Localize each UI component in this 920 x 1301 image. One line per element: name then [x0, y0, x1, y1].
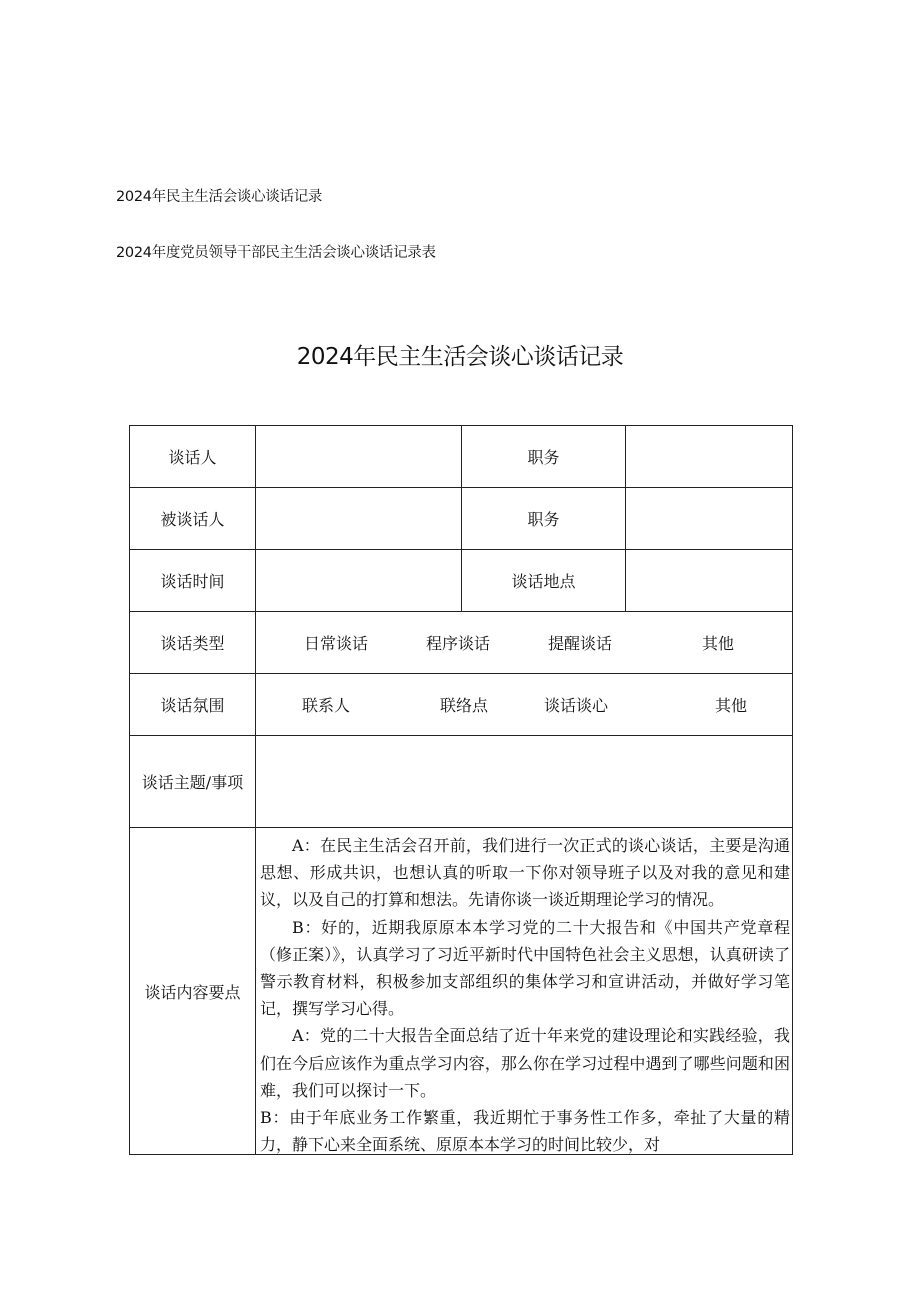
talker-position-label: 职务: [462, 426, 626, 488]
atmosphere-option-other[interactable]: 其他: [714, 696, 747, 715]
talker-label: 谈话人: [130, 426, 256, 488]
content-paragraph: A：在民主生活会召开前，我们进行一次正式的谈心谈话，主要是沟通思想、形成共识，也想认真的听取一下你对领导班子以及对我的意见和建议，以及自己的打算和想法。先请你谈一谈近期理论学习的情况。: [260, 836, 790, 910]
type-option-reminder[interactable]: 提醒谈话: [547, 634, 612, 653]
content-field[interactable]: [256, 828, 793, 1155]
content-label: 谈话内容要点: [130, 828, 256, 1155]
place-label: 谈话地点: [462, 550, 626, 612]
interviewee-field[interactable]: [256, 488, 462, 550]
atmosphere-options: [256, 674, 793, 736]
interview-record-form: [129, 425, 793, 1155]
type-label: 谈话类型: [130, 612, 256, 674]
time-field[interactable]: [256, 550, 462, 612]
talker-field[interactable]: [256, 426, 462, 488]
atmosphere-option-heart-talk[interactable]: 谈话谈心: [543, 696, 608, 715]
interviewee-position-label: 职务: [462, 488, 626, 550]
type-option-other[interactable]: 其他: [701, 634, 734, 653]
atmosphere-option-point[interactable]: 联络点: [439, 696, 488, 715]
talker-position-field[interactable]: [626, 426, 793, 488]
content-paragraph: B：好的，近期我原原本本学习党的二十大报告和《中国共产党章程（修正案）》，认真学习了习近平新时代中国特色社会主义思想，认真研读了警示教育材料，积极参加支部组织的集体学习和宣讲活动，并做好学习笔记，撰写学习心得。: [260, 917, 790, 1019]
toc-entry-1[interactable]: 2024年民主生活会谈心谈话记录: [116, 189, 323, 205]
type-option-procedural[interactable]: 程序谈话: [425, 634, 490, 653]
page-title: 2024年民主生活会谈心谈话记录: [296, 344, 624, 370]
type-options: [256, 612, 793, 674]
interviewee-label: 被谈话人: [130, 488, 256, 550]
atmosphere-option-contact[interactable]: 联系人: [301, 696, 350, 715]
topic-label: 谈话主题/事项: [130, 736, 256, 828]
interviewee-position-field[interactable]: [626, 488, 793, 550]
atmosphere-label: 谈话氛围: [130, 674, 256, 736]
toc-entry-2[interactable]: 2024年度党员领导干部民主生活会谈心谈话记录表: [116, 245, 436, 261]
topic-field[interactable]: [256, 736, 793, 828]
content-paragraph: B：由于年底业务工作繁重，我近期忙于事务性工作多，牵扯了大量的精力，静下心来全面系统、原原本本学习的时间比较少，对: [260, 1108, 790, 1154]
time-label: 谈话时间: [130, 550, 256, 612]
place-field[interactable]: [626, 550, 793, 612]
content-paragraph: A：党的二十大报告全面总结了近十年来党的建设理论和实践经验，我们在今后应该作为重点学习内容，那么你在学习过程中遇到了哪些问题和困难，我们可以探讨一下。: [260, 1026, 790, 1100]
type-option-daily[interactable]: 日常谈话: [303, 634, 368, 653]
